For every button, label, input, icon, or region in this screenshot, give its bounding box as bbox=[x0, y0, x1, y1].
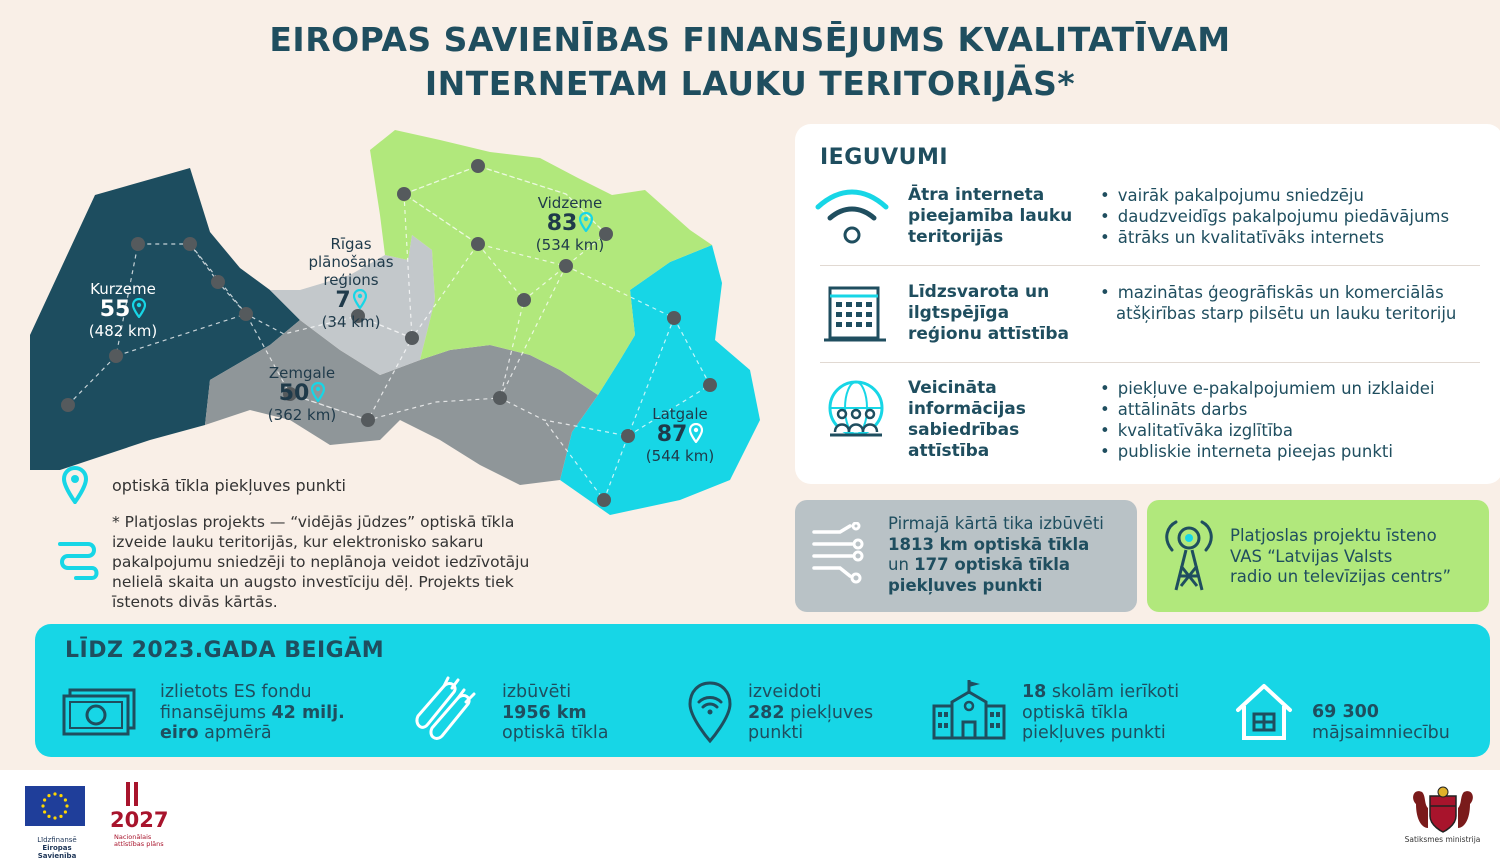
money-icon bbox=[62, 688, 138, 738]
eu-caption-line: Eiropas Savienība bbox=[37, 844, 77, 860]
region-points bbox=[630, 423, 730, 447]
region-km: (482 km) bbox=[88, 322, 158, 340]
benefit-point: • attālināts darbs bbox=[1100, 399, 1500, 420]
school-icon bbox=[932, 678, 1006, 742]
implementer-text bbox=[1230, 526, 1451, 588]
wifi-pin-icon bbox=[686, 680, 734, 744]
benefit-heading: Ātra interneta pieejamība lauku teritorijās bbox=[908, 185, 1073, 247]
first-stage-line: 1813 km optiskā tīkla bbox=[888, 534, 1090, 554]
summary-title: LĪDZ 2023.GADA BEIGĀM bbox=[65, 638, 385, 663]
region-name: Zemgale bbox=[268, 364, 336, 382]
globe-people-icon bbox=[824, 378, 904, 440]
stat-part: skolām ierīkoti bbox=[1046, 682, 1180, 702]
stat-line: optiskā tīkla bbox=[1022, 702, 1129, 723]
first-stage-bold: 177 optiskā tīkla bbox=[914, 555, 1071, 574]
eu-caption bbox=[22, 836, 92, 860]
label-vidzeme bbox=[520, 194, 620, 254]
points-value: 83 bbox=[546, 211, 578, 236]
eu-flag-logo bbox=[25, 786, 85, 826]
node bbox=[667, 311, 681, 325]
benefit-point: • publiskie interneta pieejas punkti bbox=[1100, 441, 1500, 462]
eu-caption-line: Līdzfinansē bbox=[37, 836, 77, 844]
house-icon bbox=[1234, 680, 1294, 742]
first-stage-text bbox=[888, 514, 1104, 596]
map-pin-icon bbox=[353, 289, 367, 309]
benefit-list bbox=[1100, 282, 1500, 324]
stat-funding bbox=[160, 682, 345, 744]
label-riga bbox=[276, 235, 426, 331]
benefit-point: • ātrāks un kvalitatīvāks internets bbox=[1100, 227, 1500, 248]
divider bbox=[820, 265, 1480, 266]
benefit-point: • kvalitatīvāka izglītība bbox=[1100, 420, 1500, 441]
benefits-title: IEGUVUMI bbox=[820, 145, 949, 170]
benefit-list bbox=[1100, 185, 1500, 248]
region-km: (534 km) bbox=[535, 236, 605, 254]
nap-year: 2027 bbox=[110, 808, 169, 832]
stat-fiber bbox=[502, 682, 609, 744]
node bbox=[183, 237, 197, 251]
node bbox=[493, 391, 507, 405]
region-points bbox=[252, 382, 352, 406]
region-name: Latgale bbox=[652, 405, 708, 423]
first-stage-line: Pirmajā kārtā tika izbūvēti bbox=[888, 514, 1104, 533]
stat-line bbox=[160, 723, 345, 744]
stat-line: izlietots ES fondu bbox=[160, 682, 312, 702]
stat-line bbox=[748, 703, 873, 724]
stat-part: 282 bbox=[748, 702, 785, 723]
region-name: Rīgas plānošanas reģions bbox=[308, 235, 394, 289]
stat-line: piekļuves punkti bbox=[1022, 723, 1166, 743]
stat-line: izveidoti bbox=[748, 682, 822, 702]
region-km: (34 km) bbox=[321, 313, 381, 331]
points-value: 55 bbox=[99, 297, 131, 322]
points-value: 7 bbox=[335, 288, 351, 313]
node bbox=[471, 159, 485, 173]
region-km: (362 km) bbox=[267, 406, 337, 424]
region-points bbox=[520, 212, 620, 236]
map-pin-icon bbox=[579, 212, 593, 232]
label-zemgale bbox=[252, 364, 352, 424]
footnote-text: * Platjoslas projekts — “vidējās jūdzes” optiskā tīkla izveide lauku teritorijās, kur elektronisko sakaru pakalpojumu sniedzēji to neplānoja veidot iedzīvotāju nelielā skaita un augsto investīciju dēļ. Projekts tiek īstenots divās kārtās. bbox=[112, 513, 530, 611]
latvia-coat-of-arms-logo bbox=[1408, 784, 1478, 834]
region-points bbox=[276, 289, 426, 313]
region-km: (544 km) bbox=[645, 447, 715, 465]
radio-tower-icon bbox=[1164, 520, 1214, 592]
stat-line: 1956 km bbox=[502, 702, 587, 723]
implementer-line: VAS “Latvijas Valsts bbox=[1230, 546, 1393, 566]
points-value: 87 bbox=[656, 422, 688, 447]
node bbox=[405, 331, 419, 345]
label-kurzeme bbox=[78, 280, 168, 340]
node bbox=[109, 349, 123, 363]
region-name: Kurzeme bbox=[90, 280, 156, 298]
node bbox=[471, 237, 485, 251]
stat-schools bbox=[1022, 682, 1179, 744]
implementer-line: radio un televīzijas centrs” bbox=[1230, 567, 1452, 586]
stat-part: piekļuves bbox=[784, 702, 874, 723]
page-title bbox=[0, 18, 1500, 106]
wifi-icon bbox=[812, 185, 892, 245]
map-pin-icon bbox=[689, 423, 703, 443]
map-pin-icon bbox=[132, 298, 146, 318]
benefit-heading: Veicināta informācijas sabiedrības attīstība bbox=[908, 378, 1026, 461]
node bbox=[211, 275, 225, 289]
building-icon bbox=[824, 282, 904, 344]
stat-line: mājsaimniecību bbox=[1312, 722, 1450, 743]
implementer-line: Platjoslas projektu īsteno bbox=[1230, 526, 1437, 545]
stat-access-points bbox=[748, 682, 873, 744]
stat-line: optiskā tīkla bbox=[502, 723, 609, 743]
stat-part: 18 bbox=[1022, 682, 1047, 702]
nap-logo-bars bbox=[108, 782, 158, 808]
node bbox=[361, 413, 375, 427]
node bbox=[597, 493, 611, 507]
benefit-point: • daudzveidīgs pakalpojumu piedāvājums bbox=[1100, 206, 1500, 227]
first-stage-prefix: un bbox=[888, 555, 915, 574]
benefit-point: • vairāk pakalpojumu sniedzēju bbox=[1100, 185, 1500, 206]
map-pin-icon bbox=[62, 466, 88, 504]
stat-part: eiro bbox=[160, 723, 199, 743]
map-pin-icon bbox=[311, 382, 325, 402]
first-stage-line bbox=[888, 555, 1104, 576]
points-value: 50 bbox=[278, 381, 310, 406]
region-name: Vidzeme bbox=[537, 194, 603, 212]
stat-households bbox=[1312, 702, 1450, 743]
stat-part: 42 milj. bbox=[271, 702, 345, 723]
benefit-list bbox=[1100, 378, 1500, 462]
label-latgale bbox=[630, 405, 730, 465]
stat-part: apmērā bbox=[198, 723, 272, 743]
node bbox=[397, 187, 411, 201]
ministry-caption: Satiksmes ministrija bbox=[1404, 835, 1481, 844]
legend-text: optiskā tīkla piekļuves punkti bbox=[112, 476, 346, 495]
nap-caption: Nacionālais attīstības plāns bbox=[114, 833, 164, 848]
node bbox=[517, 293, 531, 307]
title-line-2: INTERNETAM LAUKU TERITORIJĀS* bbox=[424, 64, 1076, 103]
stat-line bbox=[1022, 682, 1179, 703]
stat-line: izbūvēti bbox=[502, 682, 572, 702]
region-points bbox=[78, 298, 168, 322]
fiber-cable-icon bbox=[56, 538, 100, 582]
node bbox=[703, 378, 717, 392]
benefit-heading: Līdzsvarota un ilgtspējīga reģionu attīstība bbox=[908, 282, 1069, 344]
first-stage-line: piekļuves punkti bbox=[888, 575, 1043, 595]
stat-line: punkti bbox=[748, 723, 804, 743]
stat-line bbox=[160, 703, 345, 724]
stat-part: finansējums bbox=[160, 702, 272, 723]
divider bbox=[820, 362, 1480, 363]
network-lines-icon bbox=[812, 522, 868, 584]
node bbox=[239, 307, 253, 321]
fiber-bundle-icon bbox=[414, 676, 486, 742]
node bbox=[131, 237, 145, 251]
title-line-1: EIROPAS SAVIENĪBAS FINANSĒJUMS KVALITATĪVAM bbox=[269, 20, 1231, 59]
stat-line: 69 300 bbox=[1312, 702, 1379, 722]
node bbox=[61, 398, 75, 412]
benefit-point: • piekļuve e-pakalpojumiem un izklaidei bbox=[1100, 378, 1500, 399]
benefit-point: • mazinātas ģeogrāfiskās un komerciālās atšķirības starp pilsētu un lauku teritoriju bbox=[1100, 282, 1500, 324]
node bbox=[559, 259, 573, 273]
